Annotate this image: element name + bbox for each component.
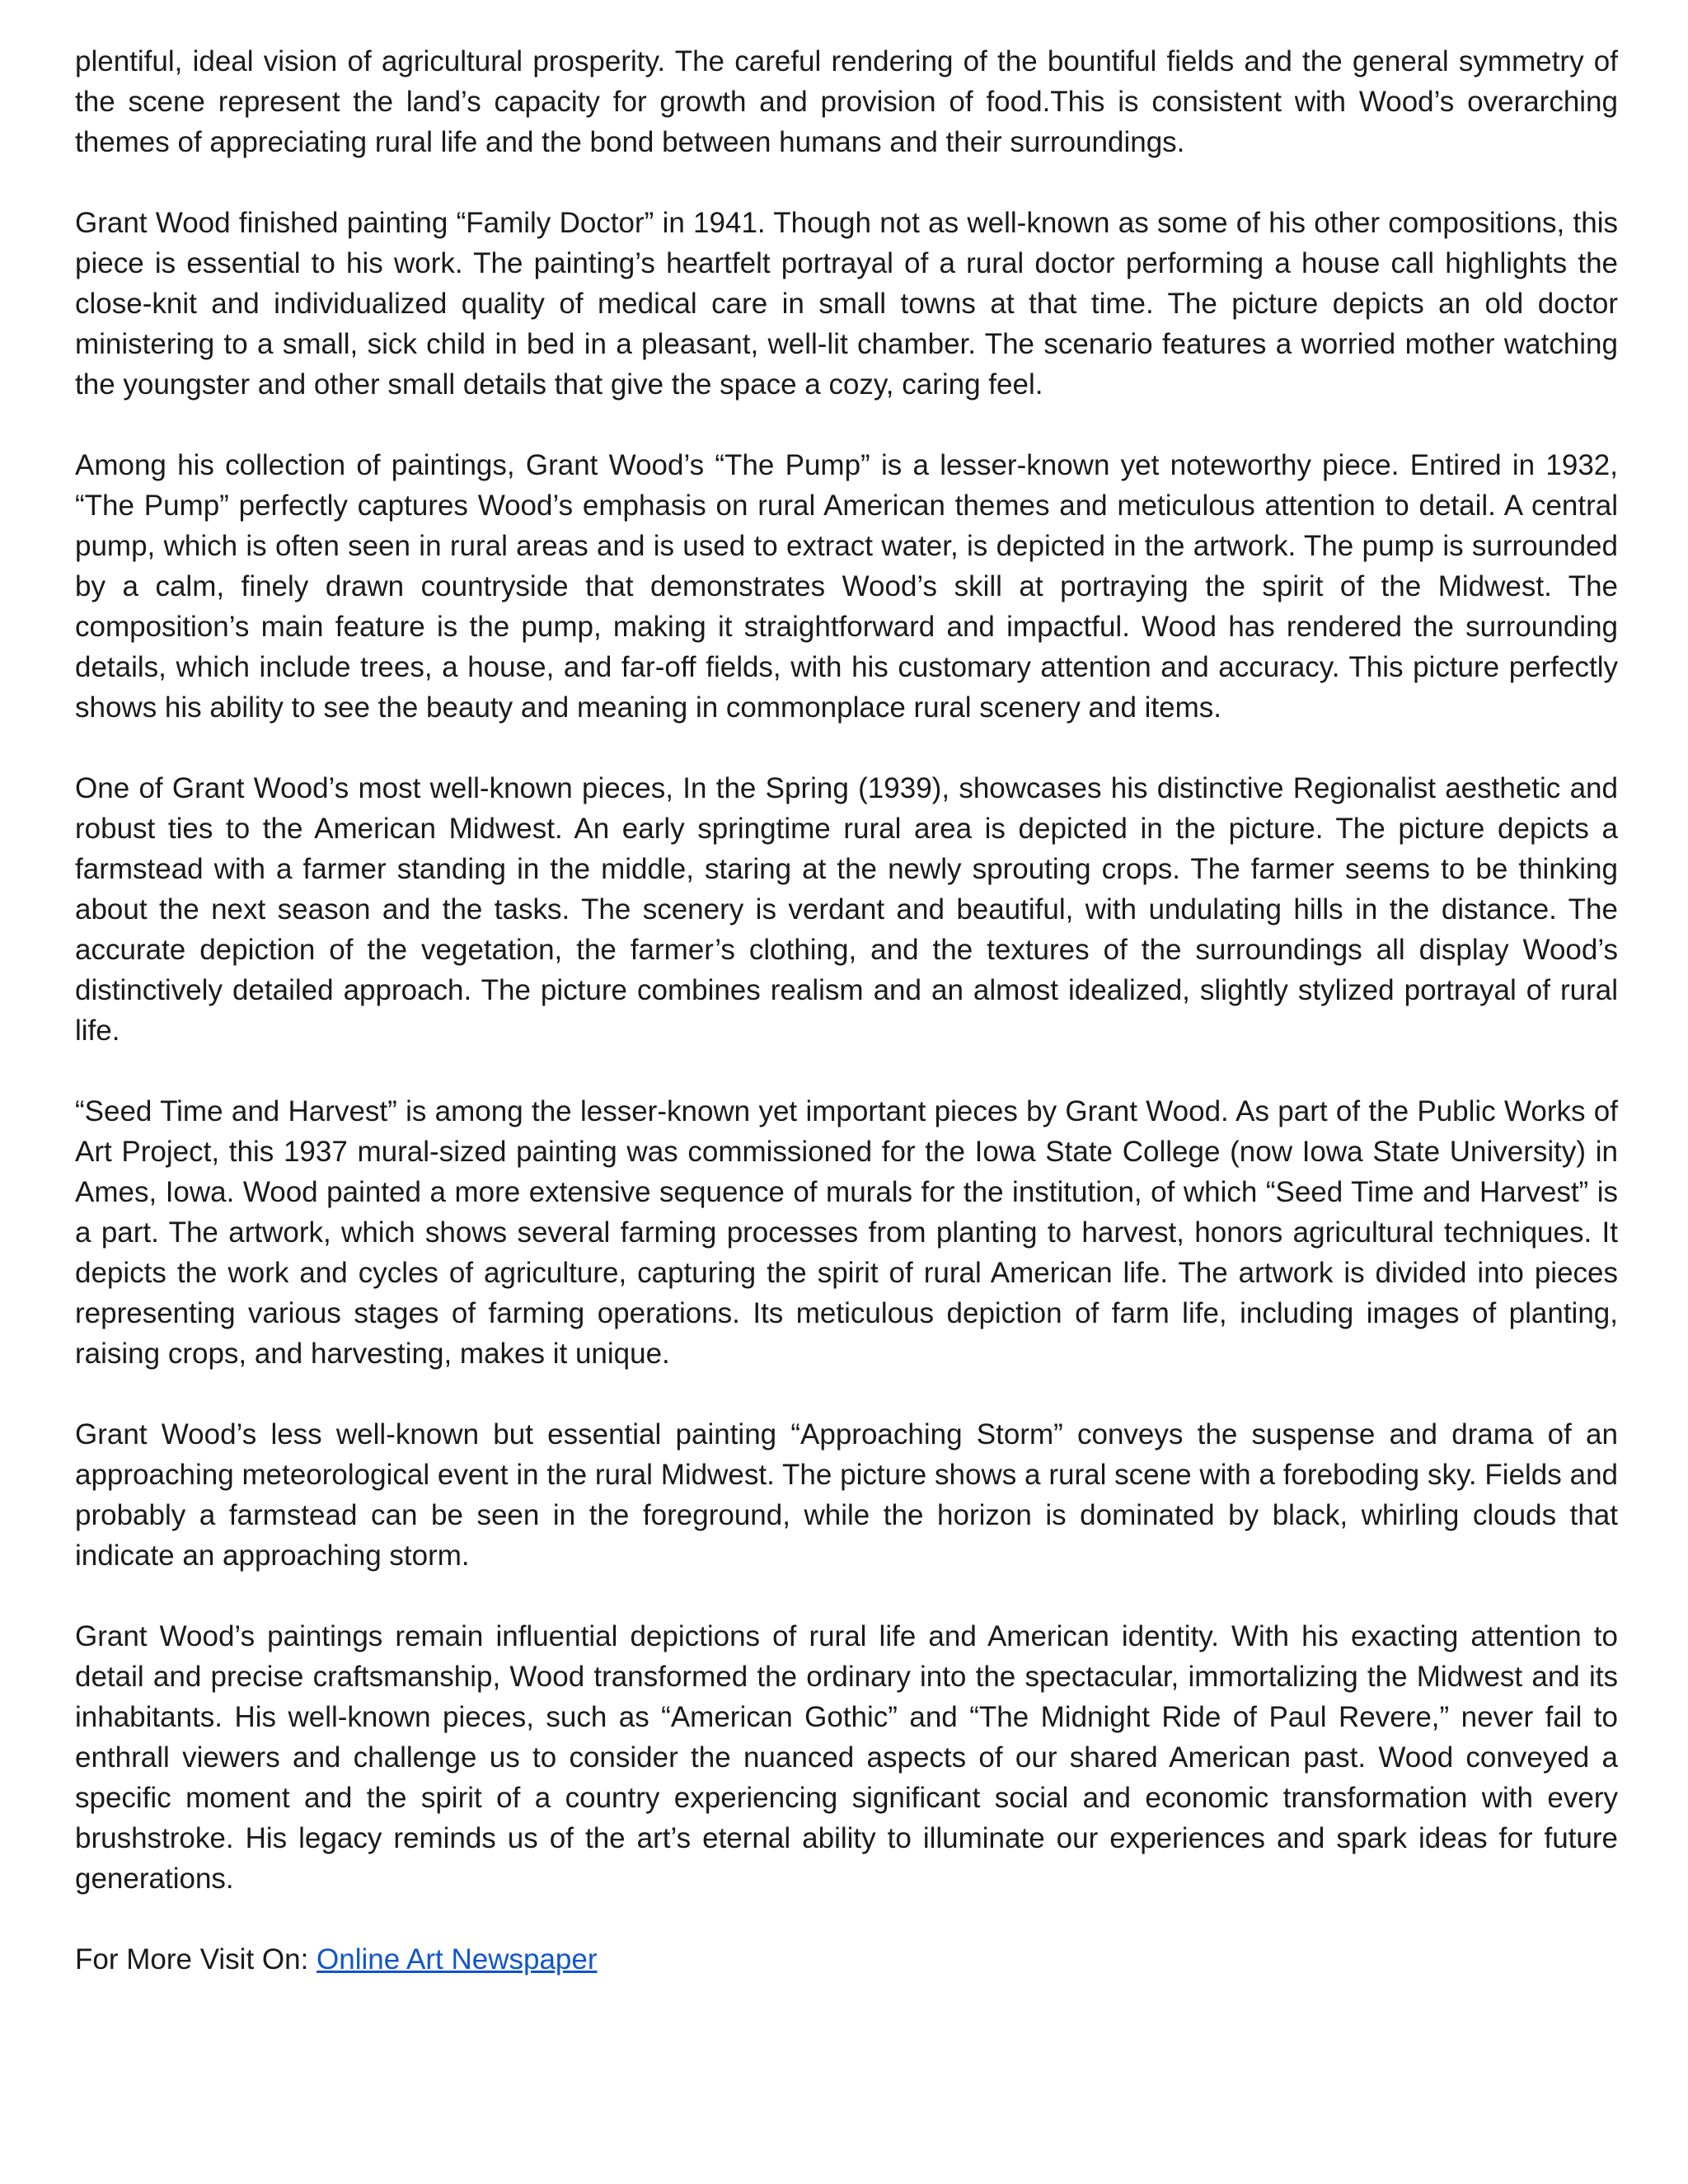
paragraph-seed-time-and-harvest: “Seed Time and Harvest” is among the lesser-known yet important pieces by Grant Wood. As part of the Public Works of Art Project, this 1937 mural-sized painting was commissioned for the Iowa State College (now Iowa State University) in Ames, Iowa. Wood painted a more extensive sequence of murals for the institution, of which “Seed Time and Harvest” is a part. The artwork, which shows several farming processes from planting to harvest, honors agricultural techniques. It depicts the work and cycles of agriculture, capturing the spirit of rural American life. The artwork is divided into pieces representing various stages of farming operations. Its meticulous depiction of farm life, including images of planting, raising crops, and harvesting, makes it unique.: [75, 1095, 1618, 1370]
footer-line: [75, 1939, 1618, 1980]
footer-prefix: For More Visit On:: [75, 1943, 317, 1975]
paragraph-the-pump: Among his collection of paintings, Grant Wood’s “The Pump” is a lesser-known yet noteworthy piece. Entired in 1932, “The Pump” perfectly captures Wood’s emphasis on rural American themes and meticulous attention to detail. A central pump, which is often seen in rural areas and is used to extract water, is depicted in the artwork. The pump is surrounded by a calm, finely drawn countryside that demonstrates Wood’s skill at portraying the spirit of the Midwest. The composition’s main feature is the pump, making it straightforward and impactful. Wood has rendered the surrounding details, which include trees, a house, and far-off fields, with his customary attention and accuracy. This picture perfectly shows his ability to see the beauty and meaning in commonplace rural scenery and items.: [75, 449, 1618, 724]
document-page: [75, 41, 1618, 1980]
paragraph-family-doctor: Grant Wood finished painting “Family Doctor” in 1941. Though not as well-known as some of his other compositions, this piece is essential to his work. The painting’s heartfelt portrayal of a rural doctor performing a house call highlights the close-knit and individualized quality of medical care in small towns at that time. The picture depicts an old doctor ministering to a small, sick child in bed in a pleasant, well-lit chamber. The scenario features a worried mother watching the youngster and other small details that give the space a cozy, caring feel.: [75, 207, 1618, 401]
online-art-newspaper-link[interactable]: Online Art Newspaper: [316, 1943, 598, 1975]
paragraph-approaching-storm: Grant Wood’s less well-known but essential painting “Approaching Storm” conveys the suspense and drama of an approaching meteorological event in the rural Midwest. The picture shows a rural scene with a foreboding sky. Fields and probably a farmstead can be seen in the foreground, while the horizon is dominated by black, whirling clouds that indicate an approaching storm.: [75, 1418, 1618, 1572]
paragraph-conclusion: Grant Wood’s paintings remain influential depictions of rural life and American identity. With his exacting attention to detail and precise craftsmanship, Wood transformed the ordinary into the spectacular, immortalizing the Midwest and its inhabitants. His well-known pieces, such as “American Gothic” and “The Midnight Ride of Paul Revere,” never fail to enthrall viewers and challenge us to consider the nuanced aspects of our shared American past. Wood conveyed a specific moment and the spirit of a country experiencing significant social and economic transformation with every brushstroke. His legacy reminds us of the art’s eternal ability to illuminate our experiences and spark ideas for future generations.: [75, 1620, 1618, 1895]
paragraph-agricultural-prosperity: plentiful, ideal vision of agricultural prosperity. The careful rendering of the bountiful fields and the general symmetry of the scene represent the land’s capacity for growth and provision of food.This is consistent with Wood’s overarching themes of appreciating rural life and the bond between humans and their surroundings.: [75, 45, 1618, 158]
paragraph-in-the-spring: One of Grant Wood’s most well-known pieces, In the Spring (1939), showcases his distinctive Regionalist aesthetic and robust ties to the American Midwest. An early springtime rural area is depicted in the picture. The picture depicts a farmstead with a farmer standing in the middle, staring at the newly sprouting crops. The farmer seems to be thinking about the next season and the tasks. The scenery is verdant and beautiful, with undulating hills in the distance. The accurate depiction of the vegetation, the farmer’s clothing, and the textures of the surroundings all display Wood’s distinctively detailed approach. The picture combines realism and an almost idealized, slightly stylized portrayal of rural life.: [75, 772, 1618, 1047]
